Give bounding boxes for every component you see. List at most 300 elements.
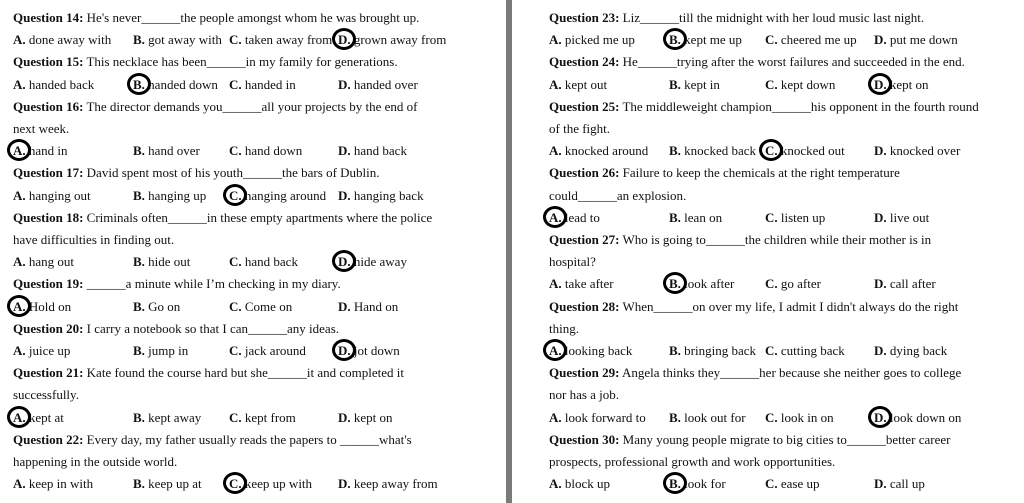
question-number: Question 15: — [13, 54, 84, 70]
question-stem: thing. — [549, 320, 579, 336]
answer-option[interactable] — [13, 253, 74, 271]
option-text: look after — [684, 276, 735, 292]
answer-option[interactable] — [13, 187, 91, 205]
option-text: Go on — [148, 298, 181, 314]
question-number: Question 16: — [13, 98, 84, 114]
answer-option[interactable] — [549, 409, 646, 427]
answer-option[interactable] — [874, 475, 925, 493]
option-letter: B. — [669, 32, 681, 48]
question-text-line — [549, 386, 619, 404]
option-text: lead to — [564, 209, 600, 225]
answer-option[interactable] — [133, 253, 190, 271]
question-text-line — [13, 231, 174, 249]
option-letter: A. — [13, 187, 26, 203]
question-stem: happening in the outside world. — [13, 454, 178, 469]
option-text: Hold on — [28, 298, 72, 314]
option-letter: B. — [133, 254, 145, 270]
option-text: dying back — [889, 343, 948, 358]
answer-option[interactable] — [765, 342, 845, 360]
option-text: put me down — [889, 32, 958, 48]
answer-circle-mark — [868, 406, 892, 428]
question-stem: Criminals often______in these empty apartments where the police — [86, 209, 433, 225]
option-text: cutting back — [780, 343, 845, 358]
option-letter: B. — [669, 409, 681, 425]
option-letter: A. — [13, 143, 26, 159]
option-letter: D. — [338, 32, 351, 48]
option-letter: B. — [669, 209, 681, 225]
option-text: kept at — [28, 409, 64, 425]
question-number: Question 14: — [13, 10, 84, 25]
option-text: keep in with — [28, 476, 94, 492]
answer-option[interactable] — [229, 409, 296, 427]
option-text: handed down — [148, 76, 218, 92]
answer-option[interactable] — [338, 409, 393, 427]
answer-option[interactable] — [669, 76, 720, 94]
option-letter: D. — [874, 276, 887, 292]
option-letter: D. — [874, 76, 887, 92]
answer-options — [0, 187, 505, 205]
question-number: Question 20: — [13, 320, 84, 336]
answer-circle-mark — [543, 206, 567, 228]
option-text: hanging up — [148, 187, 207, 203]
answer-option[interactable] — [549, 31, 635, 49]
answer-options — [512, 142, 1024, 160]
question-number: Question 28: — [549, 298, 620, 314]
option-letter: D. — [338, 409, 351, 425]
answer-circle-mark — [759, 139, 783, 161]
answer-option[interactable] — [338, 142, 407, 160]
question-number: Question 17: — [13, 165, 84, 181]
answer-options — [512, 275, 1024, 293]
option-text: hang out — [28, 254, 75, 270]
question-text-line — [549, 364, 961, 382]
answer-option[interactable] — [765, 76, 835, 94]
option-letter: B. — [669, 276, 681, 292]
answer-option[interactable] — [229, 253, 298, 271]
option-text: look out for — [684, 409, 746, 425]
question-stem: Who is going to______the children while their mother is in — [622, 232, 932, 247]
option-text: Hand on — [353, 298, 399, 314]
option-letter: B. — [133, 476, 145, 492]
option-letter: D. — [338, 143, 351, 159]
option-letter: A. — [13, 343, 26, 358]
answer-options — [0, 342, 505, 360]
option-text: go after — [780, 276, 821, 292]
option-text: hand back — [244, 254, 298, 270]
question-text-line — [13, 275, 341, 293]
answer-option[interactable] — [874, 409, 961, 427]
option-letter: C. — [229, 254, 242, 270]
option-letter: A. — [549, 143, 562, 159]
question-stem: next week. — [13, 121, 70, 136]
option-letter: B. — [133, 187, 145, 203]
option-letter: C. — [765, 143, 778, 159]
answer-option[interactable] — [765, 142, 845, 160]
answer-option[interactable] — [874, 142, 960, 160]
answer-circle-mark — [332, 250, 356, 272]
question-text-line — [13, 386, 79, 404]
question-text-line — [549, 320, 579, 338]
answer-option[interactable] — [874, 275, 936, 293]
answer-option[interactable] — [13, 342, 70, 360]
answer-option[interactable] — [229, 76, 296, 94]
answer-option[interactable] — [669, 409, 746, 427]
option-text: kept on — [889, 76, 929, 92]
option-letter: A. — [13, 254, 26, 270]
option-letter: B. — [669, 476, 681, 492]
option-letter: B. — [669, 343, 681, 358]
question-text-line — [13, 320, 339, 338]
question-stem: The director demands you______all your projects by the end of — [86, 98, 418, 114]
option-text: jot down — [353, 343, 400, 358]
answer-option[interactable] — [338, 298, 398, 316]
option-text: hanging around — [244, 187, 327, 203]
question-text-line — [13, 209, 432, 227]
option-text: call after — [889, 276, 936, 292]
option-text: taken away from — [244, 32, 333, 48]
option-letter: C. — [229, 76, 242, 92]
option-text: handed in — [244, 76, 296, 92]
option-letter: D. — [874, 143, 887, 159]
option-letter: D. — [338, 476, 351, 492]
option-text: lean on — [684, 209, 723, 225]
answer-option[interactable] — [765, 209, 825, 227]
option-text: keep up with — [244, 476, 313, 492]
option-text: hanging out — [28, 187, 91, 203]
option-letter: D. — [874, 32, 887, 48]
answer-option[interactable] — [338, 31, 446, 49]
question-number: Question 30: — [549, 431, 620, 447]
option-text: knocked around — [564, 143, 649, 159]
answer-option[interactable] — [874, 342, 947, 360]
answer-option[interactable] — [229, 31, 332, 49]
question-text-line — [549, 98, 979, 116]
option-text: kept down — [780, 76, 836, 92]
answer-option[interactable] — [133, 342, 188, 360]
answer-option[interactable] — [669, 209, 722, 227]
question-stem: Kate found the course hard but she______it and completed it — [86, 365, 405, 381]
option-text: kept me up — [684, 32, 742, 48]
option-text: Come on — [244, 298, 293, 314]
answer-option[interactable] — [874, 31, 958, 49]
option-text: handed over — [353, 76, 418, 92]
answer-circle-mark — [332, 28, 356, 50]
answer-option[interactable] — [133, 76, 218, 94]
answer-option[interactable] — [133, 142, 200, 160]
question-text-line — [549, 53, 965, 71]
question-stem: hospital? — [549, 254, 596, 270]
option-text: hand down — [244, 143, 303, 159]
option-letter: D. — [338, 76, 351, 92]
answer-circle-mark — [223, 472, 247, 494]
answer-option[interactable] — [338, 342, 400, 360]
option-text: kept in — [684, 76, 720, 92]
question-number: Question 29: — [549, 365, 620, 381]
answer-circle-mark — [868, 73, 892, 95]
question-number: Question 21: — [13, 365, 84, 381]
question-text-line — [549, 431, 950, 449]
option-text: ease up — [780, 476, 820, 492]
answer-option[interactable] — [549, 209, 600, 227]
option-text: block up — [564, 476, 611, 492]
option-text: hide out — [148, 254, 191, 270]
question-text-line — [13, 120, 69, 138]
option-letter: C. — [229, 298, 242, 314]
question-text-line — [13, 53, 398, 71]
answer-option[interactable] — [13, 298, 71, 316]
question-stem: When______on over my life, I admit I didn't always do the right — [622, 298, 959, 314]
option-letter: D. — [874, 409, 887, 425]
option-letter: C. — [765, 409, 778, 425]
option-letter: A. — [549, 32, 562, 48]
answer-option[interactable] — [338, 187, 424, 205]
answer-option[interactable] — [669, 475, 726, 493]
option-letter: A. — [13, 32, 26, 48]
option-letter: C. — [765, 76, 778, 92]
question-text-line — [549, 453, 835, 471]
option-text: look forward to — [564, 409, 646, 425]
question-text-line — [549, 298, 958, 316]
question-text-line — [549, 187, 686, 205]
option-text: kept out — [564, 76, 608, 92]
option-letter: D. — [338, 187, 351, 203]
answer-option[interactable] — [549, 342, 632, 360]
answer-option[interactable] — [669, 275, 734, 293]
option-letter: A. — [13, 76, 26, 92]
answer-option[interactable] — [765, 31, 857, 49]
option-letter: C. — [765, 476, 778, 492]
question-number: Question 23: — [549, 10, 620, 25]
answer-options — [0, 475, 505, 493]
question-stem: could______an explosion. — [549, 187, 687, 203]
question-stem: ______a minute while I’m checking in my diary. — [86, 276, 341, 292]
option-text: juice up — [28, 343, 71, 358]
answer-option[interactable] — [549, 76, 607, 94]
answer-option[interactable] — [874, 209, 929, 227]
option-letter: C. — [229, 476, 242, 492]
question-number: Question 26: — [549, 165, 620, 181]
option-letter: D. — [338, 298, 351, 314]
answer-option[interactable] — [133, 298, 180, 316]
answer-options — [512, 475, 1024, 493]
question-stem: successfully. — [13, 387, 79, 403]
question-number: Question 27: — [549, 232, 620, 247]
option-letter: C. — [229, 143, 242, 159]
answer-option[interactable] — [338, 76, 418, 94]
question-number: Question 25: — [549, 98, 620, 114]
question-number: Question 19: — [13, 276, 84, 292]
option-text: take after — [564, 276, 614, 292]
answer-options — [512, 342, 1024, 360]
option-letter: D. — [338, 343, 351, 358]
option-text: picked me up — [564, 32, 635, 48]
option-letter: A. — [549, 409, 562, 425]
answer-circle-mark — [7, 406, 31, 428]
answer-options — [0, 253, 505, 271]
option-text: handed back — [28, 76, 95, 92]
option-letter: C. — [229, 32, 242, 48]
option-letter: B. — [669, 76, 681, 92]
option-text: kept on — [353, 409, 393, 425]
option-letter: C. — [765, 276, 778, 292]
option-letter: A. — [13, 409, 26, 425]
option-letter: C. — [765, 343, 778, 358]
option-letter: D. — [874, 209, 887, 225]
answer-option[interactable] — [338, 475, 438, 493]
option-letter: A. — [549, 209, 562, 225]
option-letter: C. — [765, 32, 778, 48]
option-letter: C. — [229, 409, 242, 425]
option-text: grown away from — [353, 32, 447, 48]
answer-option[interactable] — [13, 31, 111, 49]
option-text: got away with — [148, 32, 222, 48]
option-letter: A. — [549, 476, 562, 492]
question-stem: I carry a notebook so that I can______any ideas. — [86, 320, 340, 336]
option-letter: A. — [549, 76, 562, 92]
answer-option[interactable] — [229, 142, 302, 160]
answer-option[interactable] — [765, 275, 821, 293]
option-letter: B. — [133, 343, 145, 358]
option-letter: C. — [765, 209, 778, 225]
question-text-line — [13, 164, 380, 182]
question-text-line — [13, 98, 418, 116]
option-text: hanging back — [353, 187, 424, 203]
answer-circle-mark — [332, 339, 356, 361]
answer-options — [0, 76, 505, 94]
answer-option[interactable] — [669, 31, 742, 49]
answer-circle-mark — [223, 184, 247, 206]
answer-option[interactable] — [549, 275, 614, 293]
option-letter: A. — [13, 298, 26, 314]
option-text: keep away from — [353, 476, 438, 492]
answer-options — [512, 76, 1024, 94]
question-stem: nor has a job. — [549, 387, 620, 403]
question-number: Question 24: — [549, 54, 620, 70]
question-stem: Every day, my father usually reads the papers to ______what's — [86, 431, 412, 447]
option-text: hide away — [353, 254, 407, 270]
option-letter: A. — [13, 476, 26, 492]
option-letter: B. — [133, 32, 145, 48]
question-stem: Failure to keep the chemicals at the right temperature — [622, 165, 900, 181]
option-text: hand in — [28, 143, 68, 159]
option-text: call up — [889, 476, 925, 492]
question-text-line — [549, 164, 900, 182]
question-stem: of the fight. — [549, 121, 611, 136]
option-text: knocked back — [684, 143, 757, 159]
question-text-line — [13, 9, 419, 27]
answer-option[interactable] — [133, 187, 206, 205]
answer-option[interactable] — [229, 475, 312, 493]
option-text: jump in — [148, 343, 189, 358]
option-text: look down on — [889, 409, 962, 425]
answer-option[interactable] — [549, 142, 648, 160]
question-stem: He______trying after the worst failures and succeeded in the end. — [622, 54, 965, 70]
question-text-line — [549, 120, 610, 138]
option-text: listen up — [780, 209, 826, 225]
answer-option[interactable] — [549, 475, 610, 493]
answer-options — [0, 298, 505, 316]
answer-option[interactable] — [229, 187, 326, 205]
question-number: Question 22: — [13, 431, 84, 447]
question-stem: Angela thinks they______her because she neither goes to college — [621, 365, 962, 381]
answer-option[interactable] — [338, 253, 407, 271]
question-stem: prospects, professional growth and work opportunities. — [549, 454, 836, 469]
question-stem: He's never______the people amongst whom he was brought up. — [86, 10, 420, 25]
question-number: Question 18: — [13, 209, 84, 225]
option-letter: B. — [133, 409, 145, 425]
question-text-line — [549, 253, 596, 271]
answer-option[interactable] — [669, 342, 756, 360]
answer-options — [512, 409, 1024, 427]
answer-options — [0, 142, 505, 160]
answer-options — [0, 409, 505, 427]
option-letter: C. — [229, 343, 242, 358]
answer-option[interactable] — [229, 298, 292, 316]
answer-circle-mark — [127, 73, 151, 95]
answer-option[interactable] — [229, 342, 306, 360]
option-letter: A. — [549, 276, 562, 292]
option-text: hand over — [148, 143, 200, 159]
option-letter: A. — [549, 343, 562, 358]
answer-circle-mark — [7, 295, 31, 317]
option-letter: B. — [669, 143, 681, 159]
answer-option[interactable] — [669, 142, 756, 160]
question-stem: Many young people migrate to big cities to______better career — [622, 431, 951, 447]
question-text-line — [13, 431, 412, 449]
answer-options — [512, 209, 1024, 227]
option-text: bringing back — [684, 343, 757, 358]
question-text-line — [13, 364, 404, 382]
option-text: looking back — [564, 343, 633, 358]
option-text: kept from — [244, 409, 296, 425]
question-stem: Liz______till the midnight with her loud music last night. — [622, 10, 925, 25]
option-text: look for — [684, 476, 726, 492]
option-letter: D. — [338, 254, 351, 270]
option-letter: D. — [874, 476, 887, 492]
answer-option[interactable] — [133, 31, 222, 49]
answer-option[interactable] — [133, 475, 202, 493]
answer-circle-mark — [7, 139, 31, 161]
answer-option[interactable] — [13, 142, 68, 160]
answer-option[interactable] — [765, 409, 834, 427]
answer-option[interactable] — [13, 475, 93, 493]
answer-option[interactable] — [13, 76, 94, 94]
question-text-line — [13, 453, 177, 471]
answer-option[interactable] — [13, 409, 64, 427]
question-stem: David spent most of his youth______the bars of Dublin. — [86, 165, 380, 181]
option-text: done away with — [28, 32, 112, 48]
right-column — [512, 0, 1024, 503]
option-text: jack around — [244, 343, 306, 358]
option-letter: B. — [133, 298, 145, 314]
question-text-line — [549, 9, 924, 27]
question-stem: The middleweight champion______his opponent in the fourth round — [622, 98, 979, 114]
option-text: knocked over — [889, 143, 961, 159]
question-stem: have difficulties in finding out. — [13, 232, 175, 247]
option-text: keep up at — [148, 476, 202, 492]
answer-option[interactable] — [874, 76, 929, 94]
answer-circle-mark — [543, 339, 567, 361]
option-text: look in on — [780, 409, 834, 425]
answer-option[interactable] — [133, 409, 201, 427]
answer-option[interactable] — [765, 475, 820, 493]
question-text-line — [549, 231, 931, 249]
option-letter: D. — [874, 343, 887, 358]
option-text: kept away — [148, 409, 202, 425]
option-text: hand back — [353, 143, 407, 159]
answer-options — [0, 31, 505, 49]
option-letter: C. — [229, 187, 242, 203]
